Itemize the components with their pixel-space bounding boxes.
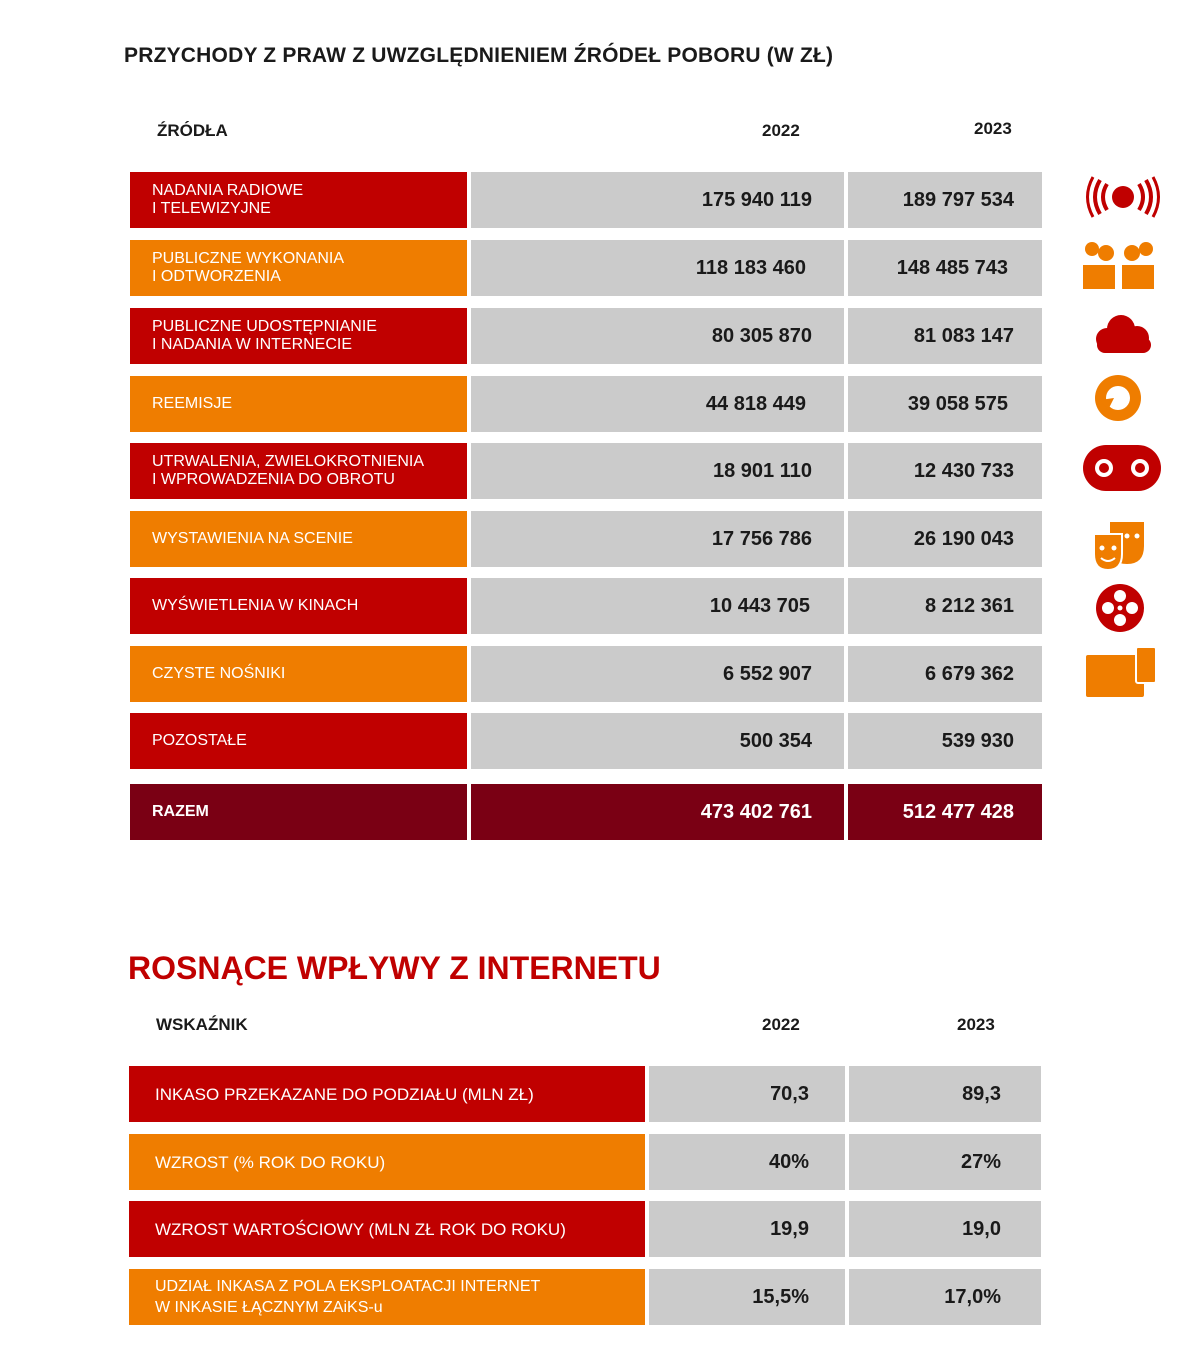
value-2023: 27%: [849, 1134, 1041, 1190]
label-line-1: WYSTAWIENIA NA SCENIE: [152, 530, 353, 547]
value-2023: 19,0: [849, 1201, 1041, 1257]
column-header-2023: 2023: [957, 1015, 995, 1034]
value-2022: 80 305 870: [471, 308, 844, 364]
column-header-sources: ŹRÓDŁA: [157, 121, 228, 140]
value-2022: 175 940 119: [471, 172, 844, 228]
value-2022: 17 756 786: [471, 511, 844, 567]
value-2022: 500 354: [471, 713, 844, 769]
label-line-1: INKASO PRZEKAZANE DO PODZIAŁU (MLN ZŁ): [155, 1084, 534, 1104]
label-line-1: PUBLICZNE WYKONANIA: [152, 250, 345, 267]
film-reel-icon: [1080, 580, 1160, 636]
total-label: RAZEM: [130, 784, 467, 840]
value-2022: 40%: [649, 1134, 845, 1190]
table2-title: ROSNĄCE WPŁYWY Z INTERNETU: [128, 950, 661, 986]
label-line-1: UDZIAŁ INKASA Z POLA EKSPLOATACJI INTERNET: [155, 1278, 541, 1295]
row-label: [130, 172, 467, 228]
value-2022: 10 443 705: [471, 578, 844, 634]
table1-title: PRZYCHODY Z PRAW Z UWZGLĘDNIENIEM ŹRÓDEŁ POBORU (W ZŁ): [124, 44, 834, 67]
value-2022: 118 183 460: [471, 240, 844, 296]
column-header-2022: 2022: [762, 121, 800, 140]
label-line-1: NADANIA RADIOWE: [152, 182, 304, 199]
row-label: [130, 578, 467, 634]
value-2022: 70,3: [649, 1066, 845, 1122]
theatre-mask-icon: [1080, 516, 1160, 572]
label-line-1: PUBLICZNE UDOSTĘPNIANIE: [152, 318, 377, 335]
label-line-1: CZYSTE NOŚNIKI: [152, 665, 286, 682]
devices-icon: [1080, 645, 1160, 701]
row-label: [130, 376, 467, 432]
row-label: [130, 511, 467, 567]
value-2023: 39 058 575: [848, 376, 1042, 432]
label-line-1: REEMISJE: [152, 395, 233, 412]
broadcast-icon: [1083, 170, 1163, 226]
label-line-2: I TELEWIZYJNE: [152, 200, 271, 217]
column-header-indicator: WSKAŹNIK: [156, 1015, 248, 1034]
row-label: [130, 713, 467, 769]
cloud-icon: [1083, 307, 1163, 363]
value-2023: 17,0%: [849, 1269, 1041, 1325]
row-label: [129, 1269, 645, 1325]
value-2023: 26 190 043: [848, 511, 1042, 567]
value-2023: 539 930: [848, 713, 1042, 769]
value-2022: 44 818 449: [471, 376, 844, 432]
label-line-2: I ODTWORZENIA: [152, 268, 281, 285]
row-label: [129, 1066, 645, 1122]
label-line-1: WZROST WARTOŚCIOWY (MLN ZŁ ROK DO ROKU): [155, 1219, 566, 1239]
label-line-2: I NADANIA W INTERNECIE: [152, 336, 353, 353]
rebroadcast-icon: [1078, 370, 1158, 426]
value-2022: 6 552 907: [471, 646, 844, 702]
value-2022: 15,5%: [649, 1269, 845, 1325]
row-label: [130, 308, 467, 364]
value-2023: 8 212 361: [848, 578, 1042, 634]
value-2023: 189 797 534: [848, 172, 1042, 228]
value-2023: 81 083 147: [848, 308, 1042, 364]
value-2023: 148 485 743: [848, 240, 1042, 296]
value-2023: 89,3: [849, 1066, 1041, 1122]
label-line-2: W INKASIE ŁĄCZNYM ZAiKS-u: [155, 1299, 383, 1316]
row-label: [129, 1201, 645, 1257]
label-line-2: I WPROWADZENIA DO OBROTU: [152, 471, 395, 488]
value-2023: 12 430 733: [848, 443, 1042, 499]
total-2023: 512 477 428: [848, 784, 1042, 840]
value-2022: 18 901 110: [471, 443, 844, 499]
column-header-2023: 2023: [974, 119, 1012, 138]
row-label: [130, 646, 467, 702]
label-line-1: POZOSTAŁE: [152, 732, 247, 749]
label-line-1: WYŚWIETLENIA W KINACH: [152, 597, 359, 614]
total-2022: 473 402 761: [471, 784, 844, 840]
value-2022: 19,9: [649, 1201, 845, 1257]
label-line-1: WZROST (% ROK DO ROKU): [155, 1152, 386, 1172]
audience-icon: [1080, 237, 1160, 293]
row-label: [130, 240, 467, 296]
label-line-1: UTRWALENIA, ZWIELOKROTNIENIA: [152, 453, 425, 470]
cassette-icon: [1082, 440, 1162, 496]
value-2023: 6 679 362: [848, 646, 1042, 702]
column-header-2022: 2022: [762, 1015, 800, 1034]
row-label: [130, 443, 467, 499]
row-label: [129, 1134, 645, 1190]
